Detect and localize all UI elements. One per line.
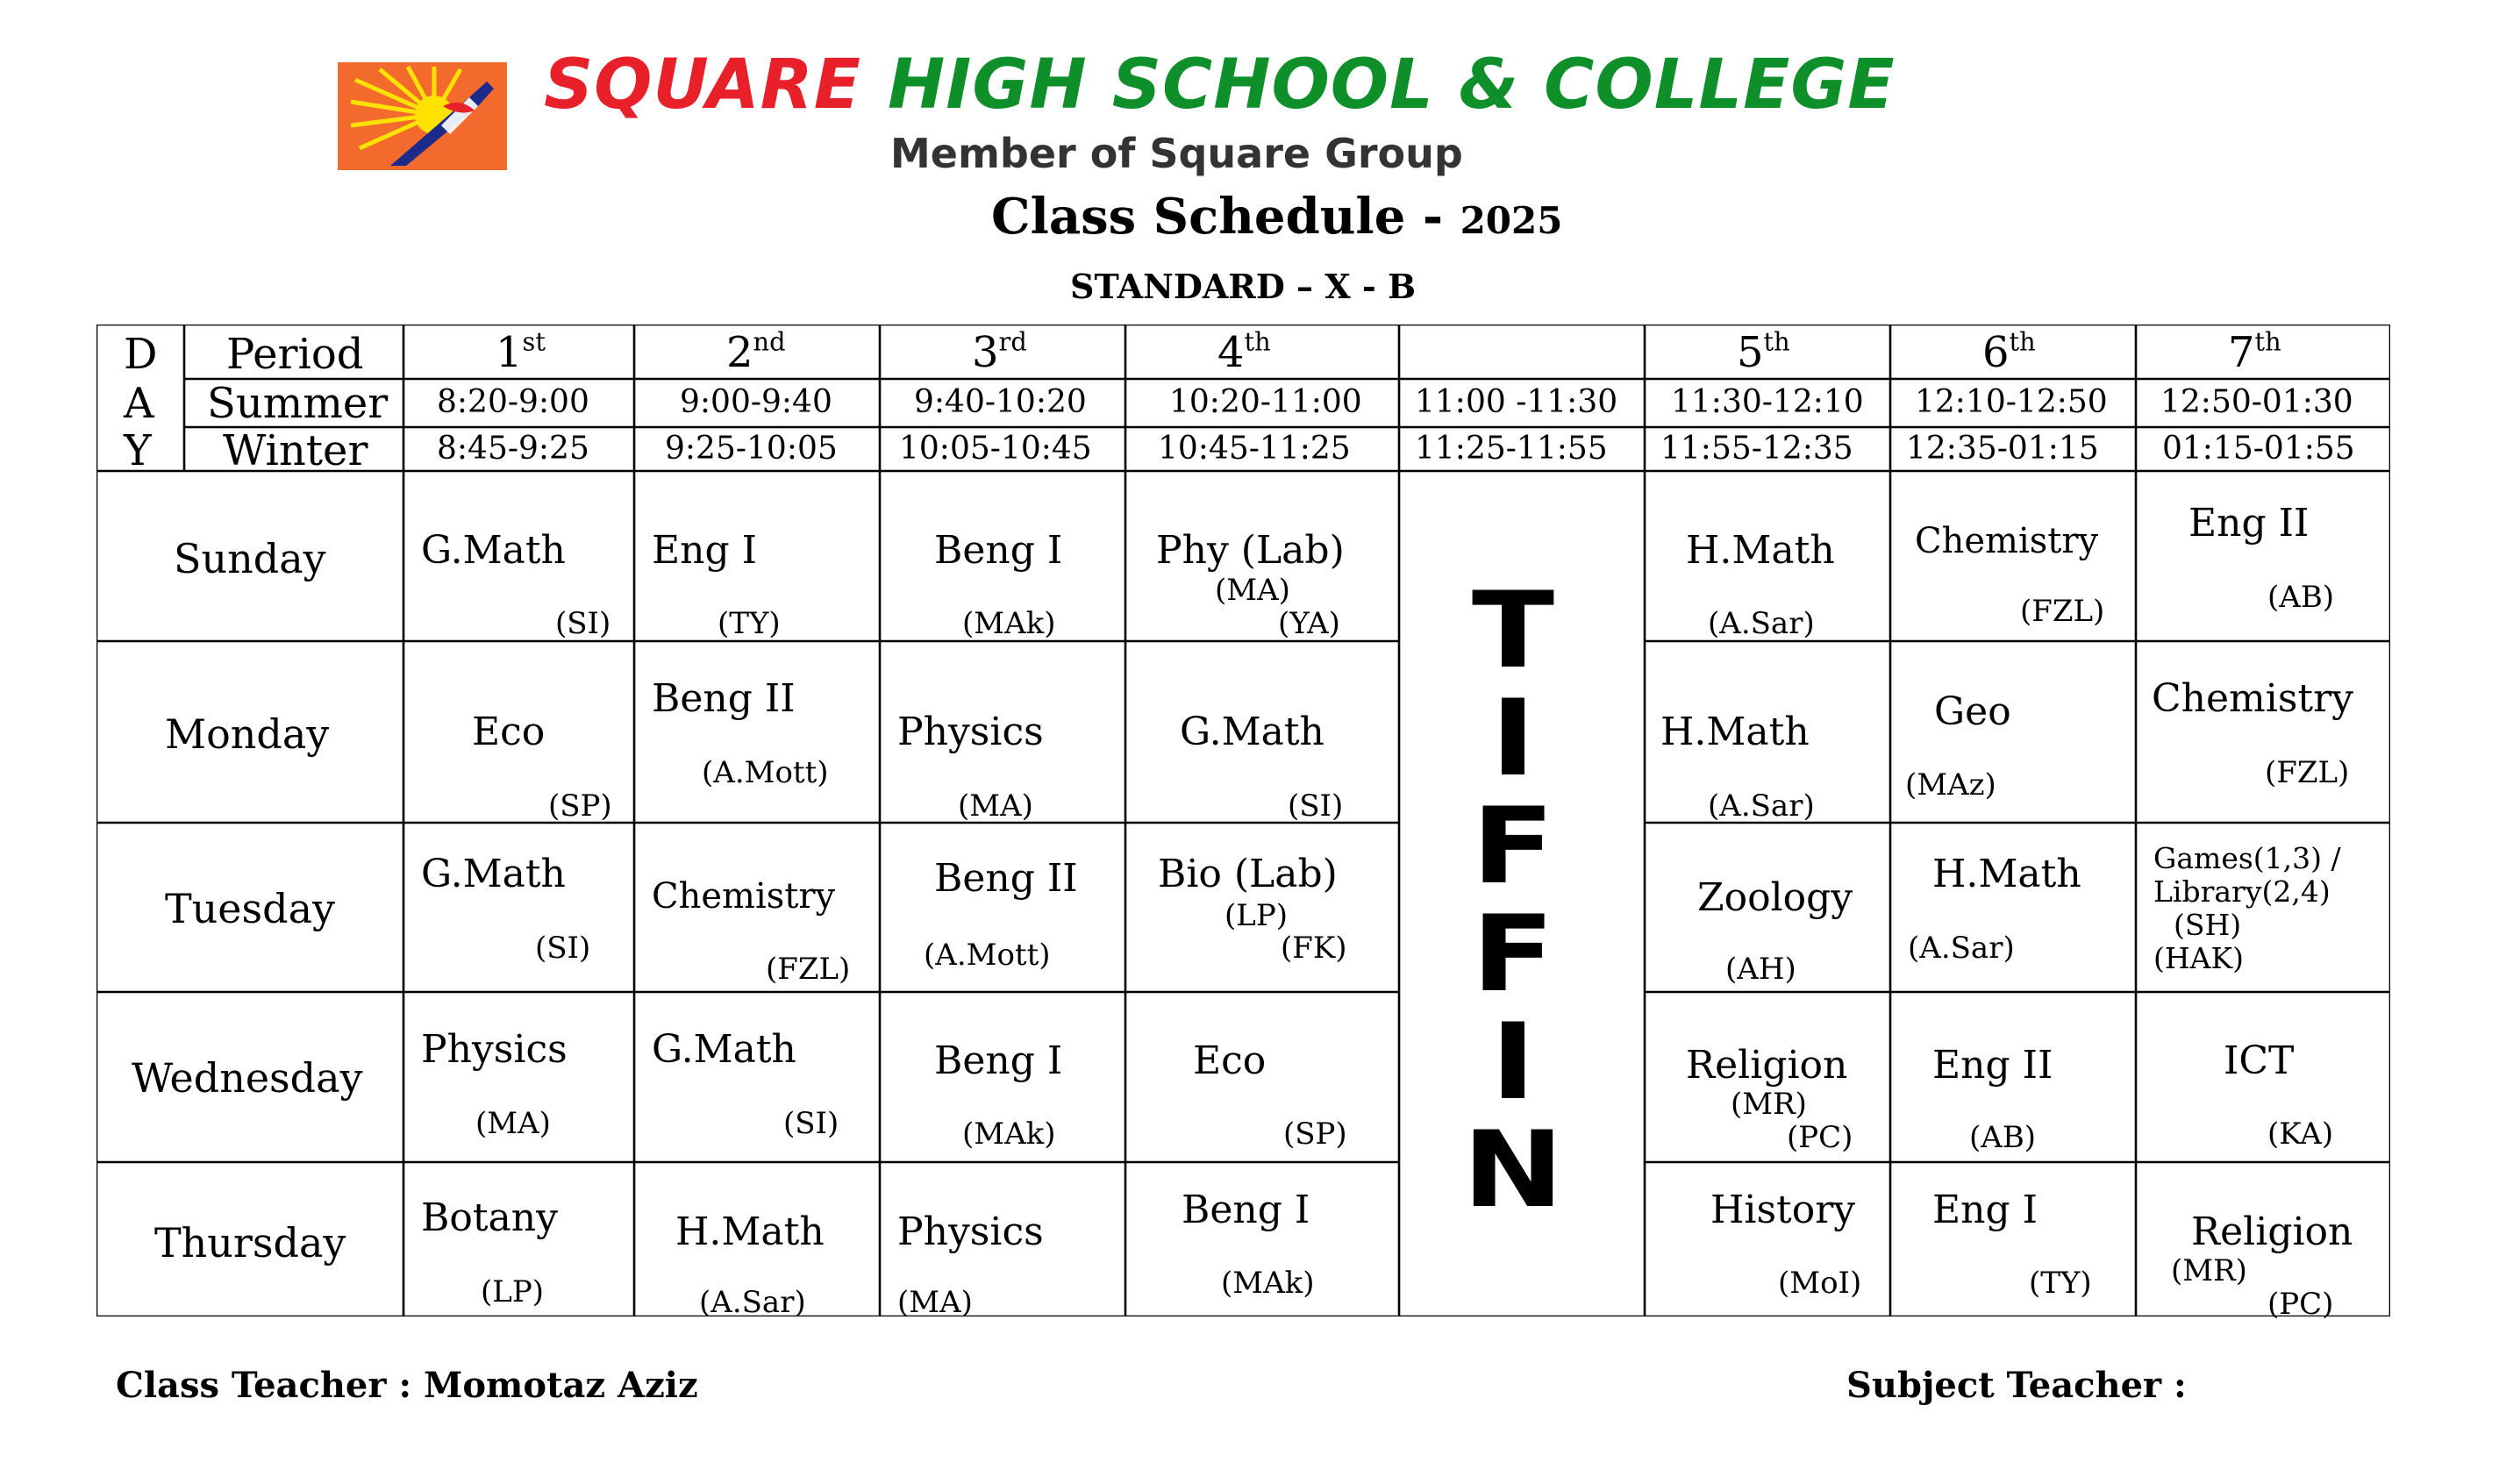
sunday-p2-teacher: (TY)	[718, 606, 781, 641]
tiffin-letter: F	[1471, 894, 1555, 1016]
tuesday-p3-teacher: (A.Mott)	[924, 938, 1051, 973]
day-letter-a: A	[124, 379, 154, 428]
tiffin-letter: F	[1471, 786, 1555, 908]
subject-teacher-label: Subject Teacher :	[1846, 1365, 2187, 1406]
wednesday-p3-subject: Beng I	[934, 1038, 1063, 1083]
tuesday-p5-teacher: (AH)	[1725, 952, 1796, 987]
thursday-p1-subject: Botany	[421, 1195, 558, 1240]
tuesday-p3-subject: Beng II	[934, 856, 1078, 901]
wednesday-p1-teacher: (MA)	[475, 1106, 551, 1141]
monday-p3-subject: Physics	[897, 710, 1044, 754]
sunday-p1-teacher: (SI)	[555, 606, 611, 641]
wednesday-p5-teacher-1: (MR)	[1731, 1087, 1807, 1122]
tiffin-letter: T	[1471, 570, 1555, 692]
tuesday-p4-teacher-2: (FK)	[1281, 931, 1347, 966]
standard-label: STANDARD – X - B	[1070, 267, 1417, 306]
sunday-p7-teacher: (AB)	[2267, 580, 2335, 615]
wednesday-p2-subject: G.Math	[652, 1027, 796, 1072]
monday-p5-teacher: (A.Sar)	[1708, 788, 1815, 824]
summer-time-5: 11:30-12:10	[1671, 384, 1864, 420]
tuesday-p6-teacher: (A.Sar)	[1908, 931, 2015, 966]
winter-time-7: 01:15-01:55	[2162, 431, 2355, 467]
school-title	[544, 46, 1896, 133]
period-7-header: 7th	[2228, 326, 2281, 377]
school-title-green: HIGH SCHOOL & COLLEGE	[888, 46, 1896, 125]
thursday-p1-teacher: (LP)	[481, 1274, 544, 1309]
monday-p1-teacher: (SP)	[548, 788, 612, 824]
day-tuesday: Tuesday	[165, 885, 335, 932]
monday-p6-subject: Geo	[1934, 689, 2011, 734]
day-letter-y: Y	[124, 426, 152, 475]
summer-time-7: 12:50-01:30	[2160, 384, 2353, 420]
sunday-p1-subject: G.Math	[421, 528, 566, 573]
schedule-table-grid	[96, 325, 2390, 1320]
sunday-p5-teacher: (A.Sar)	[1708, 606, 1815, 641]
tuesday-p7-line-3: (SH)	[2174, 908, 2242, 942]
sunday-p3-teacher: (MAk)	[962, 606, 1056, 641]
period-1-header: 1st	[496, 326, 546, 377]
sunday-p7-subject: Eng II	[2188, 501, 2310, 546]
tuesday-p7-line-2: Library(2,4)	[2153, 874, 2331, 909]
winter-time-tiffin: 11:25-11:55	[1415, 431, 1608, 467]
monday-p4-subject: G.Math	[1180, 710, 1324, 754]
tuesday-p7-line-1: Games(1,3) /	[2153, 841, 2341, 875]
day-letter-d: D	[124, 330, 158, 379]
row-label-summer: Summer	[207, 379, 389, 428]
winter-time-3: 10:05-10:45	[899, 431, 1092, 467]
row-label-period: Period	[226, 330, 364, 379]
wednesday-p7-teacher: (KA)	[2267, 1117, 2334, 1152]
sunday-p5-subject: H.Math	[1686, 528, 1835, 573]
tuesday-p1-teacher: (SI)	[535, 931, 591, 966]
wednesday-p4-teacher: (SP)	[1283, 1117, 1347, 1152]
tuesday-p4-subject: Bio (Lab)	[1158, 852, 1338, 896]
wednesday-p7-subject: ICT	[2224, 1038, 2295, 1083]
monday-p3-teacher: (MA)	[958, 788, 1033, 824]
wednesday-p6-subject: Eng II	[1932, 1043, 2053, 1088]
thursday-p3-subject: Physics	[897, 1209, 1044, 1254]
period-3-header: 3rd	[972, 326, 1027, 377]
wednesday-p2-teacher: (SI)	[783, 1106, 839, 1141]
monday-p5-subject: H.Math	[1660, 710, 1810, 754]
thursday-p2-subject: H.Math	[675, 1209, 825, 1254]
period-5-header: 5th	[1737, 326, 1790, 377]
thursday-p7-teacher-2: (PC)	[2267, 1287, 2334, 1322]
summer-time-4: 10:20-11:00	[1169, 384, 1362, 420]
monday-p2-teacher: (A.Mott)	[702, 755, 829, 790]
wednesday-p6-teacher: (AB)	[1969, 1120, 2037, 1155]
period-4-header: 4th	[1217, 326, 1271, 377]
monday-p4-teacher: (SI)	[1288, 788, 1344, 824]
summer-time-2: 9:00-9:40	[680, 384, 832, 420]
period-6-header: 6th	[1982, 326, 2036, 377]
thursday-p6-subject: Eng I	[1932, 1188, 2038, 1232]
tiffin-break-label	[1456, 570, 1570, 1231]
winter-time-6: 12:35-01:15	[1906, 431, 2099, 467]
day-sunday: Sunday	[174, 535, 326, 582]
monday-p6-teacher: (MAz)	[1905, 767, 1996, 803]
wednesday-p3-teacher: (MAk)	[962, 1117, 1056, 1152]
wednesday-p1-subject: Physics	[421, 1027, 568, 1072]
thursday-p5-subject: History	[1710, 1188, 1856, 1232]
tuesday-p2-subject: Chemistry	[652, 876, 836, 917]
winter-time-2: 9:25-10:05	[665, 431, 838, 467]
school-logo	[338, 62, 507, 170]
tiffin-letter: I	[1490, 678, 1536, 800]
summer-time-3: 9:40-10:20	[914, 384, 1087, 420]
row-label-winter: Winter	[223, 426, 368, 475]
thursday-p7-teacher-1: (MR)	[2171, 1253, 2247, 1288]
sunday-p2-subject: Eng I	[652, 528, 757, 573]
sunday-p6-teacher: (FZL)	[2020, 594, 2105, 629]
tuesday-p4-teacher-1: (LP)	[1225, 898, 1288, 933]
wednesday-p4-subject: Eco	[1193, 1038, 1267, 1083]
thursday-p7-subject: Religion	[2191, 1209, 2353, 1254]
sunday-p4-teacher-2: (YA)	[1278, 606, 1340, 641]
tiffin-letter: I	[1490, 1002, 1536, 1124]
wednesday-p5-subject: Religion	[1686, 1043, 1848, 1088]
monday-p1-subject: Eco	[472, 710, 546, 754]
winter-time-5: 11:55-12:35	[1660, 431, 1853, 467]
school-title-red: SQUARE	[544, 46, 862, 125]
monday-p7-teacher: (FZL)	[2265, 755, 2350, 790]
summer-time-6: 12:10-12:50	[1915, 384, 2108, 420]
winter-time-4: 10:45-11:25	[1158, 431, 1351, 467]
tuesday-p6-subject: H.Math	[1932, 852, 2081, 896]
thursday-p6-teacher: (TY)	[2029, 1266, 2092, 1301]
schedule-title	[991, 188, 1562, 246]
day-monday: Monday	[165, 710, 330, 758]
sunday-p6-subject: Chemistry	[1915, 521, 2099, 561]
thursday-p5-teacher: (MoI)	[1778, 1266, 1862, 1301]
member-subtitle: Member of Square Group	[890, 130, 1463, 177]
tuesday-p7-line-4: (HAK)	[2153, 941, 2245, 975]
thursday-p3-teacher: (MA)	[897, 1285, 973, 1320]
sunday-p4-subject: Phy (Lab)	[1156, 528, 1345, 573]
tuesday-p5-subject: Zoology	[1697, 875, 1853, 920]
monday-p2-subject: Beng II	[652, 676, 796, 721]
sunday-p3-subject: Beng I	[934, 528, 1063, 573]
schedule-title-text: Class Schedule -	[991, 188, 1444, 246]
day-wednesday: Wednesday	[132, 1054, 363, 1102]
monday-p7-subject: Chemistry	[2152, 676, 2353, 721]
winter-time-1: 8:45-9:25	[437, 431, 589, 467]
thursday-p2-teacher: (A.Sar)	[699, 1285, 806, 1320]
summer-time-tiffin: 11:00 -11:30	[1415, 384, 1618, 420]
wednesday-p5-teacher-2: (PC)	[1787, 1120, 1853, 1155]
tuesday-p1-subject: G.Math	[421, 852, 566, 896]
schedule-year: 2025	[1460, 199, 1563, 242]
thursday-p4-subject: Beng I	[1182, 1188, 1310, 1232]
tuesday-p2-teacher: (FZL)	[766, 952, 851, 987]
summer-time-1: 8:20-9:00	[437, 384, 589, 420]
class-teacher-label: Class Teacher : Momotaz Aziz	[116, 1365, 698, 1406]
tiffin-letter: N	[1462, 1109, 1564, 1231]
day-thursday: Thursday	[154, 1219, 346, 1266]
period-2-header: 2nd	[726, 326, 786, 377]
sunday-p4-teacher-1: (MA)	[1215, 573, 1290, 608]
thursday-p4-teacher: (MAk)	[1221, 1266, 1315, 1301]
